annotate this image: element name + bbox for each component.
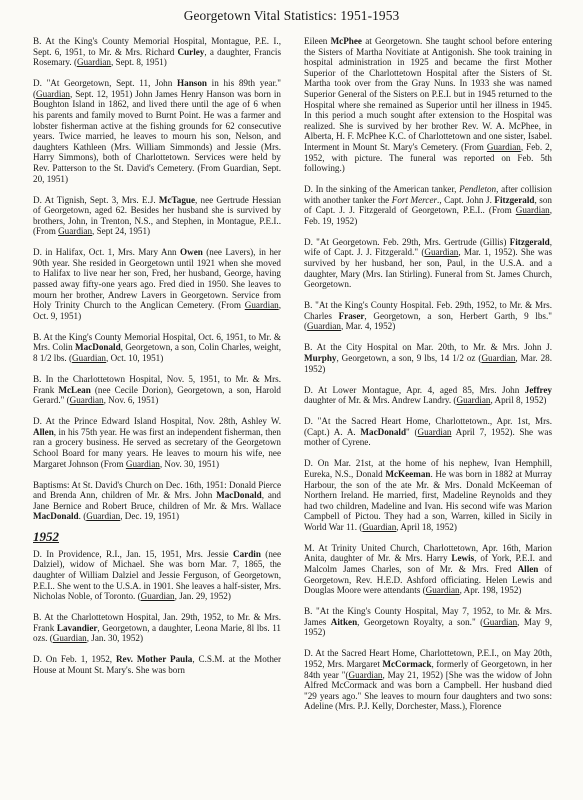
page-title: Georgetown Vital Statistics: 1951-1953: [183, 8, 400, 23]
surname: Fitzgerald: [509, 236, 550, 247]
record-entry: D. On Mar. 21st, at the home of his nephew, Ivan Hemphill, Eureka, N.S., Donald McKeeman. He was born in 1882 at Murray Harbour, the son of the ate Mr. & Mrs. Donald McKeeman of Northern Ireland. He married, first, Madeline Reynolds and they had two children, Madeline and Ivan. His second wife was Marion Campbell of Pictou. They had a son, Warren, killed in Sicily in World War 11. (Guardian, April 18, 1952): [304, 458, 552, 532]
record-entry: B. "At the King's County Hospital, May 7, 1952, to Mr. & Mrs. James Aitken, Georgetown Royalty, a son." (Guardian, May 9, 1952): [304, 606, 552, 638]
record-entry: B. At the City Hospital on Mar. 20th, to Mr. & Mrs. John J. Murphy, Georgetown, a son, 9 lbs, 14 1/2 oz (Guardian, Mar. 28. 1952): [304, 342, 552, 374]
source-citation: Guardian: [77, 57, 111, 68]
surname: Cardin: [233, 548, 261, 559]
surname: Murphy: [304, 353, 337, 363]
record-entry: D. "At Georgetown. Feb. 29th, Mrs. Gertrude (Gillis) Fitzgerald, wife of Capt. J. J. Fitzgerald." (Guardian, Mar. 1, 1952). She was survived by her husband, her son, Paul, in the U.S.A. and a daughter, Mary (Mrs. Ian Stirling). Funeral from St. James Church, Georgetown.: [304, 236, 552, 290]
source-citation: Guardian: [456, 395, 491, 406]
surname: Lavandier: [56, 622, 98, 633]
record-entry: Baptisms: At St. David's Church on Dec. 16th, 1951: Donald Pierce and Brenda Ann, children of Mr. & Mrs. John MacDonald, and Jane Bernice and Robert Bruce, children of Mr. & Mrs. Wallace MacDonald. (Guardian, Dec. 19, 1951): [33, 479, 281, 522]
source-citation: Guardian: [72, 353, 106, 363]
source-citation: Guardian: [417, 426, 452, 437]
source-citation: Guardian: [86, 511, 121, 522]
surname: Owen: [180, 247, 203, 258]
record-entry: B. At the King's County Memorial Hospital, Montague, P.E. I., Sept. 6, 1951, to Mr. & Mrs. Richard Curley, a daughter, Francis Rosemary. (Guardian, Sept. 8, 1951): [33, 36, 281, 68]
record-entry: D. In the sinking of the American tanker, Pendleton, after collision with another tanker the Fort Mercer., Capt. John J. Fitzgerald, son of Capt. J. J. Fitzgerald of Georgetown, P.E.I.. (From Guardian, Feb. 19, 1952): [304, 184, 552, 226]
record-entry: D. In Providence, R.I., Jan. 15, 1951, Mrs. Jessie Cardin (nee Dalziel), widow of Michael. She was born Mar. 7, 1865, the daughter of William Dalziel and Jessie Ferguson, of Georgetown, P.E.I.. She went to the U.S.A. in 1901. She leaves a half-sister, Mrs. Nicholas Noble, of Toronto. (Guardian, Jan. 29, 1952): [33, 548, 281, 602]
surname: McTague: [158, 194, 196, 205]
surname: McKeeman: [385, 468, 431, 479]
source-citation: Guardian: [244, 300, 279, 311]
surname: McPhee: [330, 36, 362, 46]
right-column: [304, 36, 552, 722]
record-entry: B. "At the King's County Hospital. Feb. 29th, 1952, to Mr. & Mrs. Charles Fraser, Georgetown, a son, Herbert Garth, 9 lbs." (Guardian, Mar. 4, 1952): [304, 300, 552, 332]
source-citation: Guardian: [425, 585, 460, 596]
record-entry: M. At Trinity United Church, Charlottetown, Apr. 16th, Marion Anita, daughter of Mr. & Mrs. Harry Lewis, of York, P.E.I. and Malcolm James Charles, son of Mr. & Mrs. Fred Allen of Georgetown, Rev. H.E.D. Ashford officiating. Helen Lewis and Douglas Moore were attendants (Guardian, Apr. 198, 1952): [304, 542, 552, 596]
record-entry: D. in Halifax, Oct. 1, Mrs. Mary Ann Owen (nee Lavers), in her 90th year. She resided in Georgetown until 1921 when she moved to Halifax to live near her son, Fred, her husband, George, having passed away fifty-one years ago. Fred died in 1950. She leaves to mourn her brother, Andrew Lavers in Georgetown. Service from Holy Trinity Church to the Anglican Cemetery. (From Guardian, Oct. 9, 1951): [33, 247, 281, 321]
record-entry: D. On Feb. 1, 1952, Rev. Mother Paula, C.S.M. at the Mother House at Mount St. Mary's. She was born: [33, 654, 281, 675]
source-citation: Guardian: [515, 205, 550, 216]
surname: Fitzgerald: [494, 194, 535, 205]
source-citation: Guardian: [486, 141, 521, 152]
surname: McLean: [58, 384, 91, 395]
record-entry: B. In the Charlottetown Hospital, Nov. 5, 1951, to Mr. & Mrs. Frank McLean (nee Cecile Dorion), Georgetown, a son, Harold Gerard." (Guardian, Nov. 6, 1951): [33, 373, 281, 406]
source-citation: Guardian: [481, 353, 516, 363]
surname: MacDonald: [360, 426, 407, 437]
source-citation: Guardian: [140, 591, 175, 602]
surname: Allen: [33, 426, 54, 437]
surname: Hanson: [177, 78, 207, 89]
source-citation: Guardian: [483, 616, 518, 627]
ship-name: Pendleton: [459, 184, 497, 195]
ship-name: Fort Mercer: [391, 194, 438, 205]
record-entry: D. At Lower Montague, Apr. 4, aged 85, Mrs. John Jeffrey daughter of Mr. & Mrs. Andrew Landry. (Guardian, April 8, 1952): [304, 384, 552, 406]
record-entry: D. At the Prince Edward Island Hospital, Nov. 28th, Ashley W. Allen, in his 75th year. He was first an independent fisherman, then ran a grocery business. He served as secretary of the Georgetown School Board for many years. He leaves to mourn his wife, nee Margaret Johnson (From Guardian, Nov. 30, 1951): [33, 416, 281, 469]
surname: Aitken: [330, 616, 358, 627]
surname: Allen: [517, 564, 539, 575]
record-entry: D. At the Sacred Heart Home, Charlottetown, P.E.I., on May 20th, 1952, Mrs. Margaret McCormack, formerly of Georgetown, in her 84th year "(Guardian, May 21, 1952) [She was the widow of John Alfred McCormack and was born a Campbell. Her husband died "29 years ago." She leaves to mourn four daughters and two sons: Adeline (Mrs. P.J. Kelly, Dorchester, Mass.), Florence: [304, 648, 552, 712]
source-citation: Guardian: [125, 458, 160, 469]
source-citation: Guardian: [362, 521, 397, 532]
record-entry: D. "At Georgetown, Sept. 11, John Hanson in his 89th year." (Guardian, Sept. 12, 1951) John James Henry Hanson was born in Boughton Island in 1862, and lived there until the age of 6 when his parents and family moved to Burnt Point. He was a farmer and lobster fisherman active at the fishing grounds for 62 consecutive years. Twice married, he leaves to mourn his son, Nelson, and daughters Kathleen (Mrs. William Simmonds) and Jessie (Mrs. Harry Simmons), both of Charlottetown. Services were held by Rev. Patterson to the St. David's Cemetery. (From Guardian, Sept. 20, 1951): [33, 78, 281, 184]
record-entry: Eileen McPhee at Georgetown. She taught school before entering the Sisters of Martha Novitiate at Antigonish. She took training in hospital administration in 1925 and became the first Mother Superior of the Charlottetown Hospital after the Sisters of St. Martha took over from the Gray Nuns. In 1933 she was named Superior General of the Sisters on P.E.I. but in 1945 returned to the Hospital where she remained as Superior until her illness in 1945. In this period a much sought after extension to the Hospital was realized. She is survived by her brother Rev. W. A. McPhee, in Alberta, H. F. McPhee K.C. of Charlottetown and one sister, Isabel. Interment in Mount St. Mary's Cemetery. (From Guardian, Feb. 2, 1952, with picture. The funeral was reported on Feb. 5th following.): [304, 36, 553, 174]
source-citation: Guardian: [348, 669, 383, 680]
surname: MacDonald: [216, 490, 262, 501]
surname: MacDonald: [75, 342, 121, 353]
record-entry: D. "At the Sacred Heart Home, Charlottetown., Apr. 1st, Mrs. (Capt.) A. A. MacDonald" (Guardian April 7, 1952). She was mother of Cyrene.: [304, 416, 552, 448]
surname: MacDonald: [33, 511, 79, 522]
surname: Curley: [177, 46, 205, 57]
source-citation: Guardian: [52, 633, 87, 644]
surname: Rev. Mother Paula: [115, 654, 193, 665]
surname: Lewis: [451, 553, 475, 564]
source-citation: Guardian: [69, 395, 104, 406]
surname: Fraser: [338, 310, 365, 321]
left-column: [33, 36, 281, 686]
source-citation: Guardian: [424, 247, 459, 258]
source-citation: Guardian: [58, 226, 93, 237]
record-entry: B. At the King's County Memorial Hospital, Oct. 6, 1951, to Mr. & Mrs. Colin MacDonald, Georgetown, a son, Colin Charles, weight, 8 1/2 lbs. (Guardian, Oct. 10, 1951): [33, 331, 281, 363]
surname: Jeffrey: [524, 384, 552, 395]
source-citation: Guardian: [36, 88, 70, 99]
record-entry: D. At Tignish, Sept. 3, Mrs. E.J. McTague, nee Gertrude Hessian of Georgetown, aged 62. Besides her husband she is survived by brothers, John, in Trenton, N.S., and Stephen, in Montague, P.E.I.. (From Guardian, Sept 24, 1951): [33, 194, 281, 237]
surname: McCormack: [382, 659, 432, 669]
year-heading: 1952: [33, 529, 59, 545]
source-citation: Guardian: [307, 321, 341, 332]
record-entry: B. At the Charlottetown Hospital, Jan. 29th, 1952, to Mr. & Mrs. Frank Lavandier, Georgetown, a daughter, Leona Marie, 8l lbs. 11 ozs. (Guardian, Jan. 30, 1952): [33, 612, 281, 644]
